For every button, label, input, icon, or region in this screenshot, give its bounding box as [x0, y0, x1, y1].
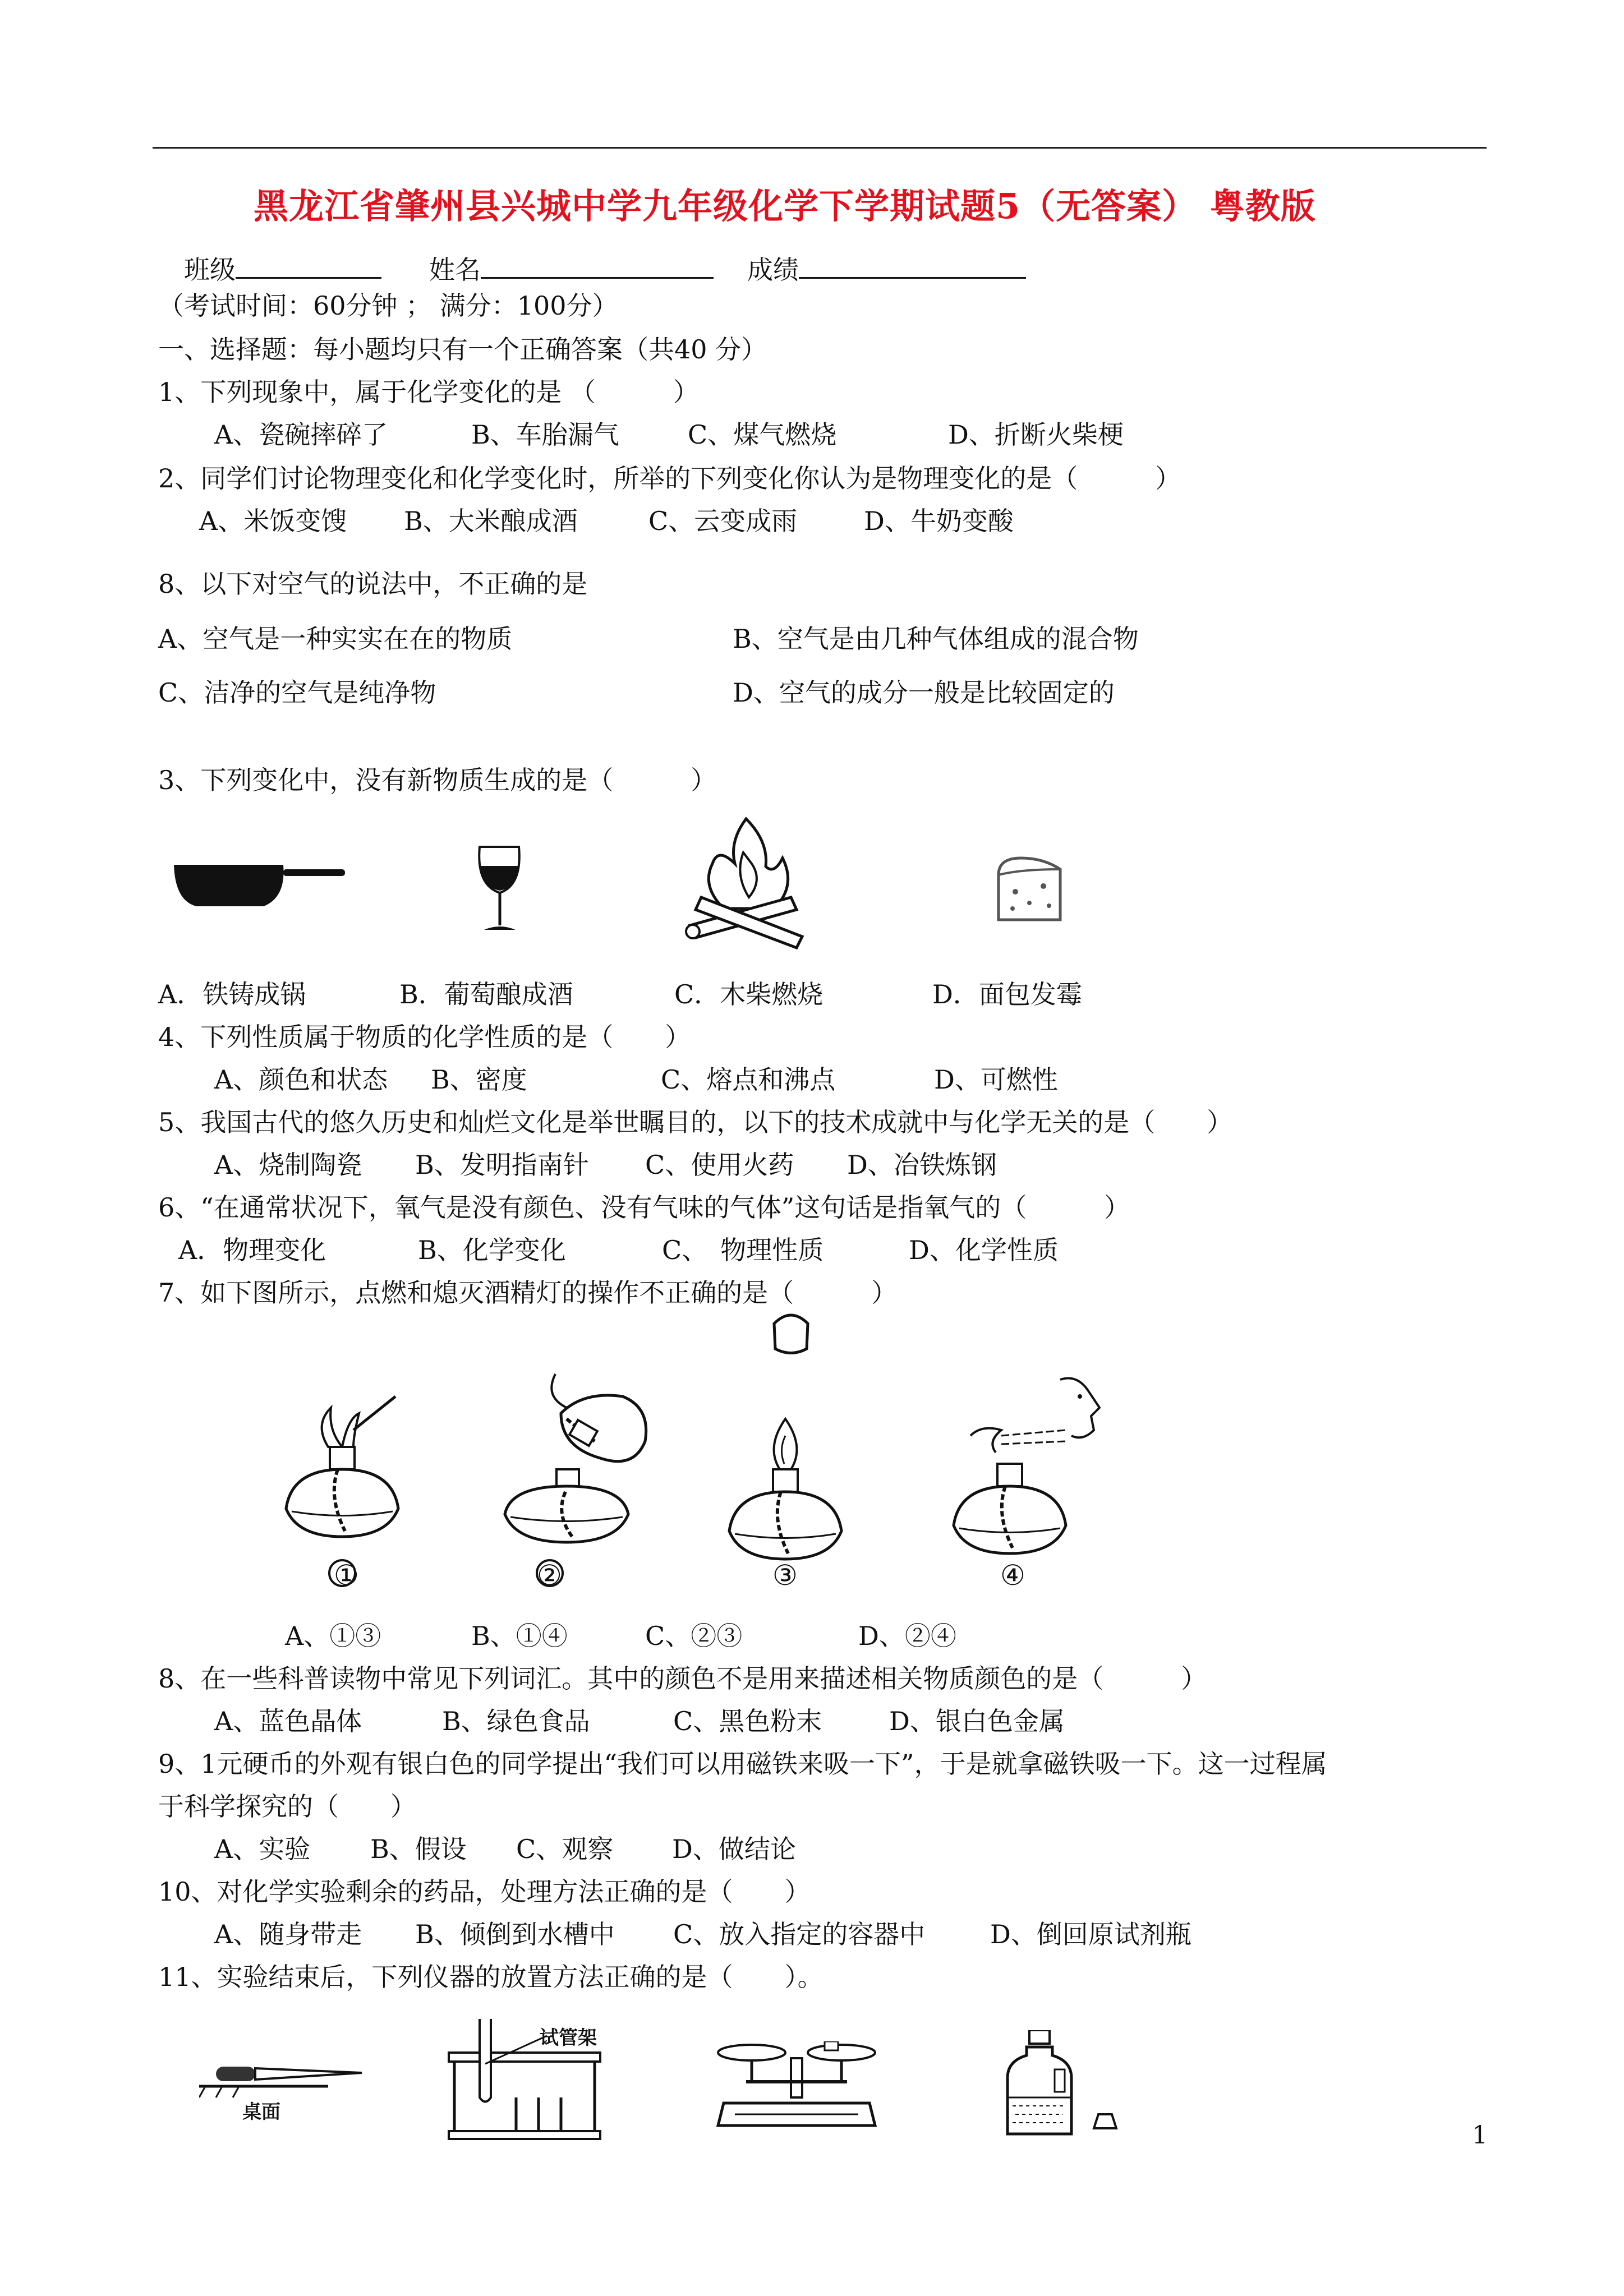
document-title: 黑龙江省肇州县兴城中学九年级化学下学期试题5（无答案） 粤教版 [254, 186, 1316, 227]
q6-stem: 6、“在通常状况下，氧气是没有颜色、没有气味的气体”这句话是指氧气的（ ） [158, 1192, 1130, 1223]
q1-stem: 1、下列现象中，属于化学变化的是 （ ） [158, 377, 699, 407]
q7-option-b[interactable]: B、①④ [471, 1621, 568, 1651]
q2-option-c[interactable]: C、云变成雨 [648, 506, 798, 536]
q9-option-d[interactable]: D、做结论 [672, 1834, 796, 1864]
reagent-bottle-icon [1004, 2030, 1139, 2142]
q6-option-a[interactable]: A．物理变化 [178, 1235, 326, 1265]
name-field [429, 251, 714, 283]
q6-option-b[interactable]: B、化学变化 [418, 1235, 566, 1265]
wine-glass-icon [474, 841, 525, 937]
q8a-option-d[interactable]: D、空气的成分一般是比较固定的 [733, 677, 1115, 708]
q10-option-a[interactable]: A、随身带走 [214, 1919, 362, 1949]
q3-option-b[interactable]: B．葡萄酿成酒 [399, 979, 573, 1009]
balance-scale-icon [712, 2041, 881, 2137]
q5-option-d[interactable]: D、冶铁炼钢 [847, 1150, 997, 1180]
q8a-option-a[interactable]: A、空气是一种实实在在的物质 [158, 624, 513, 654]
q2-option-a[interactable]: A、米饭变馊 [199, 506, 347, 536]
table-surface-label: 桌面 [242, 2101, 280, 2123]
page-number: 1 [1472, 2121, 1488, 2150]
q8b-option-c[interactable]: C、黑色粉末 [673, 1706, 822, 1736]
q7-option-a[interactable]: A、①③ [285, 1621, 381, 1651]
dropper-on-table-icon [199, 2041, 367, 2131]
q10-option-b[interactable]: B、倾倒到水槽中 [415, 1919, 615, 1949]
q6-option-d[interactable]: D、化学性质 [909, 1235, 1059, 1265]
figure-label-1: ① [334, 1559, 359, 1592]
q5-option-a[interactable]: A、烧制陶瓷 [214, 1150, 362, 1180]
q10-option-d[interactable]: D、倒回原试剂瓶 [990, 1919, 1191, 1949]
q8b-stem: 8、在一些科普读物中常见下列词汇。其中的颜色不是用来描述相关物质颜色的是（ ） [158, 1663, 1207, 1694]
class-blank[interactable] [236, 251, 381, 279]
q4-option-c[interactable]: C、熔点和沸点 [661, 1064, 836, 1095]
q1-option-b[interactable]: B、车胎漏气 [471, 419, 619, 450]
class-label: 班级 [184, 255, 236, 285]
q7-option-d[interactable]: D、②④ [858, 1621, 956, 1651]
q1-option-c[interactable]: C、煤气燃烧 [688, 419, 837, 450]
q4-option-b[interactable]: B、密度 [431, 1064, 527, 1095]
q8a-option-b[interactable]: B、空气是由几种气体组成的混合物 [733, 624, 1139, 654]
q9-option-b[interactable]: B、假设 [370, 1834, 467, 1864]
q2-stem: 2、同学们讨论物理变化和化学变化时，所举的下列变化你认为是物理变化的是（ ） [158, 463, 1181, 494]
q2-option-b[interactable]: B、大米酿成酒 [404, 506, 578, 536]
q8b-option-b[interactable]: B、绿色食品 [442, 1706, 590, 1736]
q9-option-c[interactable]: C、观察 [516, 1834, 614, 1864]
q6-option-c[interactable]: C、 物理性质 [662, 1235, 824, 1265]
alcohol-lamp-blowing-icon [948, 1363, 1116, 1587]
q3-option-a[interactable]: A．铁铸成锅 [158, 979, 306, 1009]
test-tube-rack-label: 试管架 [540, 2027, 597, 2049]
q4-option-a[interactable]: A、颜色和状态 [214, 1064, 388, 1095]
figure-label-2: ② [537, 1559, 562, 1592]
name-label: 姓名 [429, 255, 481, 285]
alcohol-lamp-lighting-icon [275, 1385, 410, 1587]
section-heading: 一、选择题：每小题均只有一个正确答案（共40 分） [158, 334, 767, 365]
alcohol-lamp-tilted-icon [482, 1363, 662, 1587]
q4-stem: 4、下列性质属于物质的化学性质的是（ ） [158, 1022, 691, 1052]
q8a-option-c[interactable]: C、洁净的空气是纯净物 [158, 677, 436, 708]
score-blank[interactable] [799, 251, 1026, 279]
alcohol-lamp-cap-icon [718, 1307, 858, 1587]
q9-option-a[interactable]: A、实验 [214, 1834, 311, 1864]
q8b-option-a[interactable]: A、蓝色晶体 [214, 1706, 362, 1736]
figure-label-4: ④ [1000, 1559, 1025, 1592]
frying-pan-icon [168, 852, 353, 920]
class-field [184, 251, 381, 283]
top-rule [153, 147, 1487, 149]
q3-stem: 3、下列变化中，没有新物质生成的是（ ） [158, 765, 717, 795]
q8a-stem: 8、以下对空气的说法中，不正确的是 [158, 569, 588, 599]
q4-option-d[interactable]: D、可燃性 [934, 1064, 1058, 1095]
score-label: 成绩 [747, 255, 799, 285]
q8b-option-d[interactable]: D、银白色金属 [889, 1706, 1065, 1736]
q5-option-c[interactable]: C、使用火药 [645, 1150, 794, 1180]
name-blank[interactable] [481, 251, 714, 279]
q7-stem: 7、如下图所示，点燃和熄灭酒精灯的操作不正确的是（ ） [158, 1278, 898, 1308]
moldy-bread-icon [987, 852, 1071, 931]
q10-option-c[interactable]: C、放入指定的容器中 [673, 1919, 926, 1949]
q3-option-d[interactable]: D．面包发霉 [932, 979, 1082, 1009]
q11-stem: 11、实验结束后，下列仪器的放置方法正确的是（ ）。 [158, 1962, 823, 1992]
burning-wood-icon [679, 813, 813, 953]
score-field [747, 251, 1026, 283]
exam-info: （考试时间：60分钟 ； 满分：100分） [158, 291, 618, 321]
q7-option-c[interactable]: C、②③ [645, 1621, 743, 1651]
q9-stem-line1: 9、1元硬币的外观有银白色的同学提出“我们可以用磁铁来吸一下”，于是就拿磁铁吸一下。这一过程属 [158, 1749, 1327, 1779]
q10-stem: 10、对化学实验剩余的药品，处理方法正确的是（ ） [158, 1877, 811, 1907]
q3-option-c[interactable]: C．木柴燃烧 [674, 979, 823, 1009]
q9-stem-line2: 于科学探究的（ ） [158, 1791, 416, 1822]
q1-option-a[interactable]: A、瓷碗摔碎了 [214, 419, 388, 450]
q2-option-d[interactable]: D、牛奶变酸 [864, 506, 1014, 536]
q1-option-d[interactable]: D、折断火柴梗 [948, 419, 1124, 450]
q5-option-b[interactable]: B、发明指南针 [415, 1150, 589, 1180]
figure-label-3: ③ [772, 1559, 798, 1592]
q5-stem: 5、我国古代的悠久历史和灿烂文化是举世瞩目的，以下的技术成就中与化学无关的是（ ） [158, 1107, 1233, 1137]
